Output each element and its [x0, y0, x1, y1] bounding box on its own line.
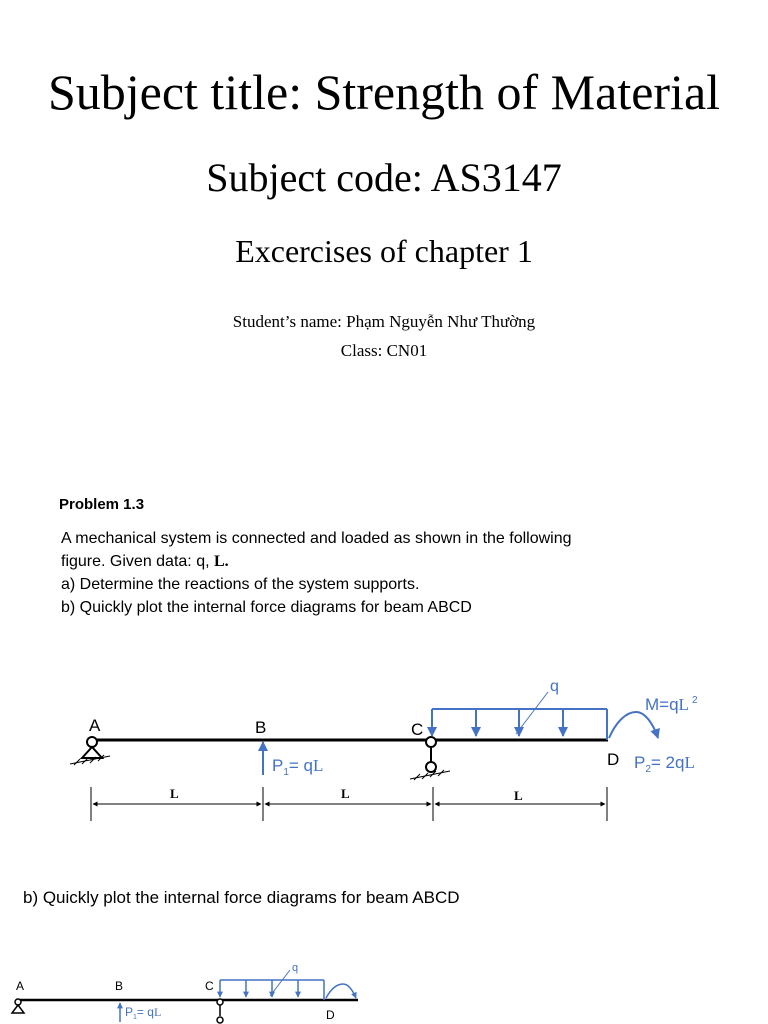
small-link-support-c	[217, 999, 223, 1023]
small-label-c: C	[205, 979, 214, 993]
small-p1-label	[125, 1005, 161, 1021]
given-data-text: figure. Given data: q,	[61, 553, 214, 570]
p1-L: L	[313, 756, 324, 775]
student-name: Student’s name: Phạm Nguyễn Như Thường	[232, 312, 536, 331]
problem-line-3: a) Determine the reactions of the system supports.	[61, 576, 420, 593]
part-b-heading: b) Quickly plot the internal force diagrams for beam ABCD	[23, 888, 460, 907]
p2-sub: 2	[645, 764, 651, 775]
problem-line-1: A mechanical system is connected and loaded as shown in the following	[61, 530, 572, 547]
small-distributed-load-q	[220, 970, 324, 1000]
small-p1-p: P	[125, 1005, 134, 1019]
subject-title: Subject title: Strength of Material	[47, 64, 721, 120]
problem-heading: Problem 1.3	[59, 496, 145, 513]
label-a: A	[89, 716, 101, 735]
given-data-L: L.	[213, 553, 229, 570]
moment-arrow	[609, 712, 658, 738]
p2-p: P	[634, 753, 646, 772]
p1-sub: 1	[283, 767, 289, 778]
small-label-a: A	[16, 979, 25, 993]
p1-label	[272, 756, 323, 778]
problem-line-2	[61, 550, 701, 573]
subject-code: Subject code: AS3147	[206, 155, 562, 200]
problem-text	[61, 527, 701, 619]
p2-suffix: = 2q	[650, 753, 685, 772]
beam-figure-small	[0, 955, 768, 1024]
dimension-cd: L	[514, 788, 523, 803]
small-p1-sub: 1	[133, 1014, 137, 1021]
small-label-q: q	[292, 962, 299, 974]
chapter-title: Excercises of chapter 1	[235, 233, 533, 269]
beam-figure	[0, 660, 768, 840]
dimension-ab: L	[170, 786, 179, 801]
problem-line-4: b) Quickly plot the internal force diagrams for beam ABCD	[61, 599, 472, 616]
p2-L: L	[684, 753, 695, 772]
p1-suffix: = q	[288, 756, 314, 775]
distributed-load-q	[432, 692, 607, 740]
dimension-bc: L	[341, 786, 350, 801]
small-label-b: B	[115, 979, 124, 993]
label-d: D	[607, 750, 620, 769]
small-p1-L: L	[153, 1005, 162, 1019]
small-p1-suffix: = q	[136, 1005, 154, 1019]
link-support-c	[410, 737, 450, 780]
p2-label	[634, 753, 695, 775]
label-c: C	[411, 720, 424, 739]
p1-p: P	[272, 756, 284, 775]
moment-prefix: M=q	[645, 695, 679, 714]
label-b: B	[255, 718, 267, 737]
class-name: Class: CN01	[340, 341, 428, 360]
moment-exp: 2	[691, 695, 698, 706]
moment-label	[645, 695, 698, 714]
moment-L: L	[678, 695, 689, 714]
label-q: q	[550, 678, 559, 695]
small-label-d: D	[326, 1008, 335, 1022]
small-moment-arrow	[326, 984, 356, 998]
